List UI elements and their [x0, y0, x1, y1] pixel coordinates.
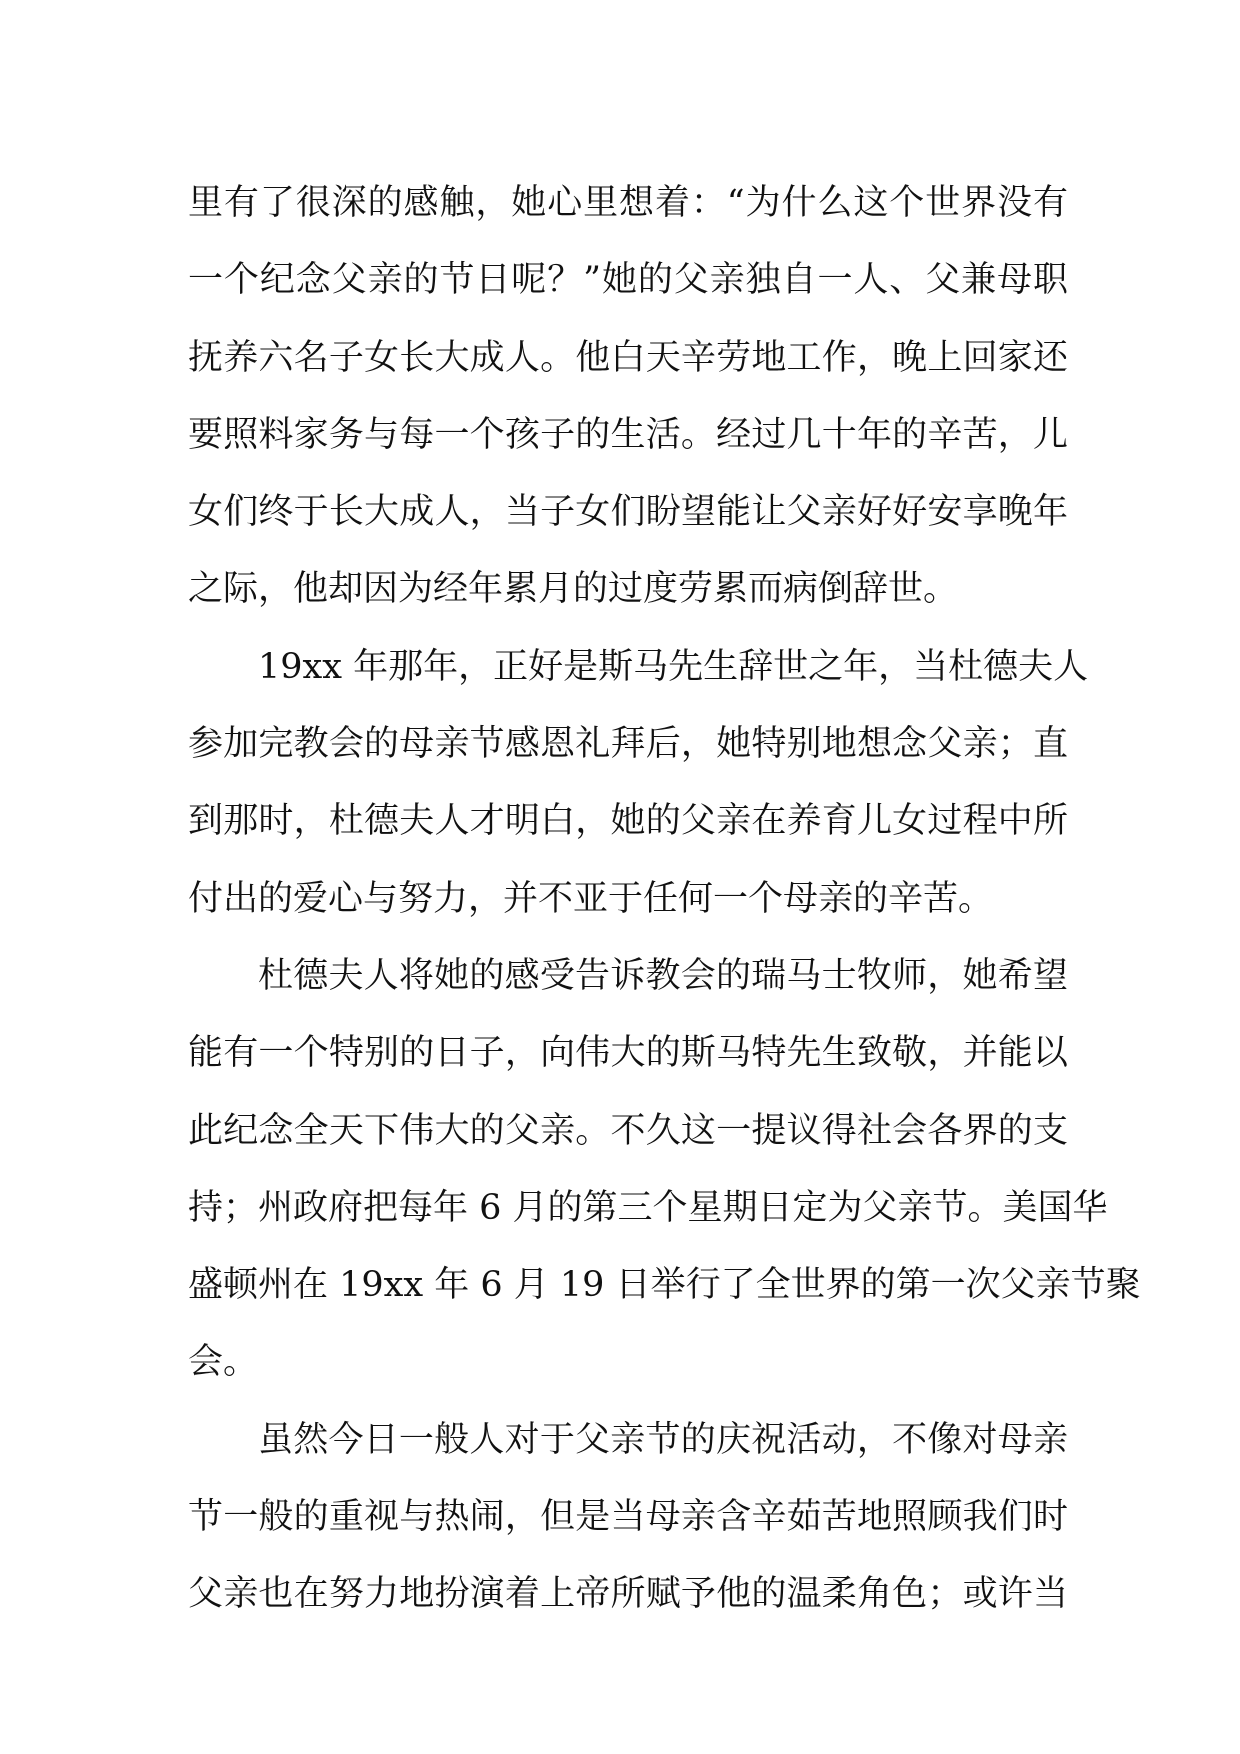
text-line: 女们终于长大成人，当子女们盼望能让父亲好好安享晚年 [188, 492, 1068, 533]
document-body [188, 165, 1141, 1634]
text-line: 能有一个特别的日子，向伟大的斯马特先生致敬，并能以 [188, 1033, 1068, 1074]
paragraph-first-line: 杜德夫人将她的感受告诉教会的瑞马士牧师，她希望 [258, 955, 1068, 996]
text-line: 参加完教会的母亲节感恩礼拜后，她特别地想念父亲；直 [188, 724, 1068, 765]
text-line: 之际，他却因为经年累月的过度劳累而病倒辞世。 [188, 569, 959, 610]
text-line: 里有了很深的感触，她心里想着：“为什么这个世界没有 [188, 183, 1068, 223]
text-line: 到那时，杜德夫人才明白，她的父亲在养育儿女过程中所 [188, 801, 1068, 842]
paragraph-first-line: 19xx 年那年，正好是斯马先生辞世之年，当杜德夫人 [258, 646, 1089, 687]
text-line: 一个纪念父亲的节日呢？”她的父亲独自一人、父兼母职 [188, 260, 1068, 301]
text-line: 会。 [188, 1342, 259, 1383]
paragraph-first-line: 虽然今日一般人对于父亲节的庆祝活动，不像对母亲 [258, 1419, 1068, 1460]
text-line: 父亲也在努力地扮演着上帝所赋予他的温柔角色；或许当 [188, 1574, 1068, 1615]
text-line: 持；州政府把每年 6 月的第三个星期日定为父亲节。美国华 [188, 1187, 1108, 1228]
text-line: 盛顿州在 19xx 年 6 月 19 日举行了全世界的第一次父亲节聚 [188, 1265, 1141, 1306]
text-line: 此纪念全天下伟大的父亲。不久这一提议得社会各界的支 [188, 1110, 1068, 1151]
text-line: 节一般的重视与热闹，但是当母亲含辛茹苦地照顾我们时 [188, 1497, 1068, 1538]
text-line: 抚养六名子女长大成人。他白天辛劳地工作，晚上回家还 [188, 337, 1068, 378]
text-line: 付出的爱心与努力，并不亚于任何一个母亲的辛苦。 [188, 878, 994, 919]
text-line: 要照料家务与每一个孩子的生活。经过几十年的辛苦，儿 [188, 414, 1068, 455]
